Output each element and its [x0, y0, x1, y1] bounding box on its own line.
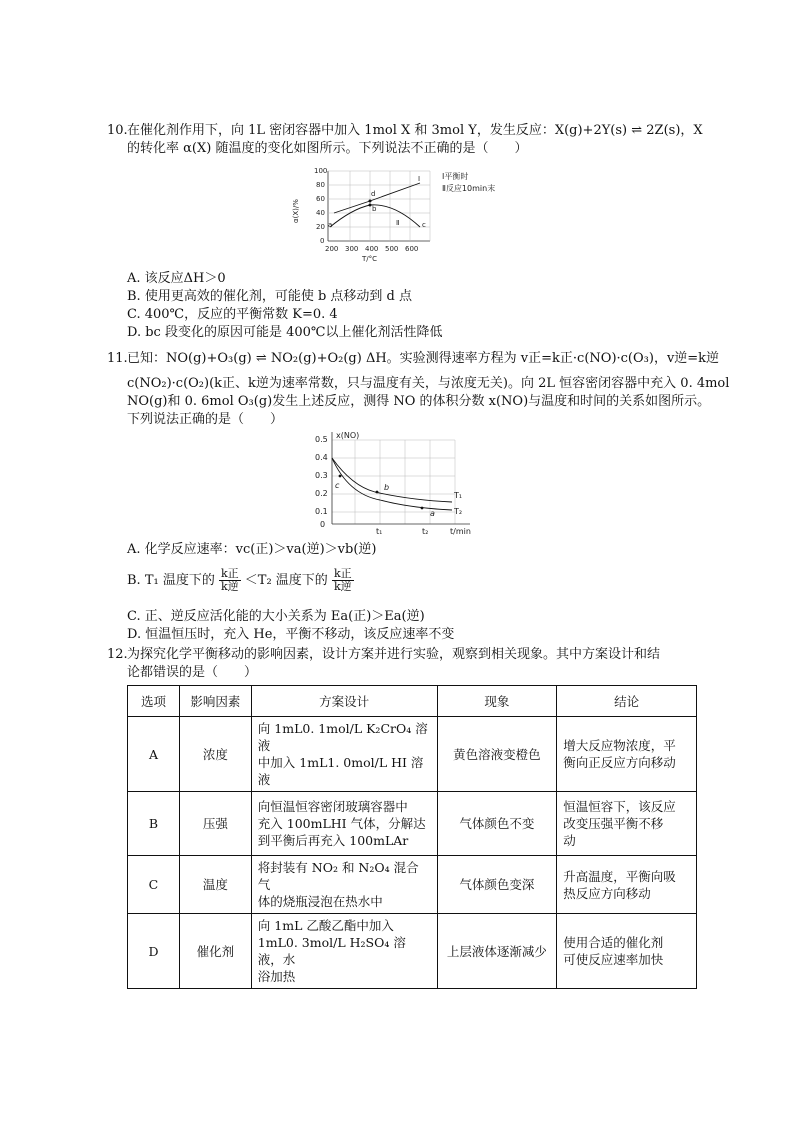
design-line: 体的烧瓶浸泡在热水中 [257, 894, 383, 909]
row-conclusion [557, 792, 697, 856]
row-design [251, 792, 437, 856]
q11-ytick-05: 0.5 [315, 435, 328, 444]
q10-option-c: C. 400℃，反应的平衡常数 K=0. 4 [127, 307, 338, 322]
q11-number: 11. [107, 351, 128, 366]
conclusion-line: 改变压强平衡不移 [563, 816, 664, 831]
q10-xtick-400: 400 [365, 245, 379, 253]
q11-ytick-03: 0.3 [315, 471, 328, 480]
q11-option-c: C. 正、逆反应活化能的大小关系为 Ea(正)＞Ea(逆) [127, 609, 425, 624]
q12-number: 12. [107, 647, 128, 662]
q11-point-c [339, 475, 342, 478]
q10-option-a: A. 该反应ΔH＞0 [127, 271, 226, 286]
design-line: 向 1mL 乙酸乙酯中加入 [257, 918, 394, 933]
row-phenomenon: 黄色溶液变橙色 [437, 717, 557, 792]
q10-stem-line1: 在催化剂作用下，向 1L 密闭容器中加入 1mol X 和 3mol Y，发生反应：X(g)+2Y(s) ⇌ 2Z(s)，X [127, 123, 703, 138]
conclusion-line: 衡向正反应方向移动 [563, 755, 676, 770]
row-phenomenon: 上层液体逐渐减少 [437, 914, 557, 989]
design-line: 向恒温恒容密闭玻璃容器中 [257, 799, 408, 814]
row-design [251, 914, 437, 989]
q11-point-b [376, 491, 379, 494]
row-option: A [128, 717, 180, 792]
q12-header-phenomenon: 现象 [437, 686, 557, 717]
q11-ytick-02: 0.2 [315, 489, 328, 498]
q11-fraction-1 [219, 568, 241, 593]
q10-ytick-80: 80 [316, 181, 325, 189]
q10-xlabel: T/°C [362, 255, 378, 263]
q10-curve-I [334, 183, 420, 213]
design-line: 中加入 1mL1. 0mol/L HI 溶液 [257, 755, 424, 787]
q12-header-factor: 影响因素 [179, 686, 251, 717]
q10-ytick-20: 20 [316, 223, 325, 231]
table-row [128, 914, 697, 989]
q10-label-d: d [371, 190, 376, 198]
q10-ylabel: α(X)/% [292, 199, 300, 223]
q10-xtick-500: 500 [385, 245, 399, 253]
row-design [251, 717, 437, 792]
row-option: D [128, 914, 180, 989]
q11-legend-T1: T₁ [454, 491, 463, 500]
q11-legend-T2: T₂ [454, 507, 463, 516]
row-design [251, 856, 437, 914]
q12-header-design: 方案设计 [251, 686, 437, 717]
row-factor: 催化剂 [179, 914, 251, 989]
q11-xtick-t1: t₁ [376, 527, 383, 536]
conclusion-line: 升高温度，平衡向吸 [563, 868, 676, 884]
q10-ytick-0: 0 [320, 237, 325, 245]
q11-fraction-2 [332, 568, 354, 593]
conclusion-line: 使用合适的催化剂 [563, 935, 664, 950]
q11-label-a: a [430, 509, 435, 518]
q10-option-d: D. bc 段变化的原因可能是 400℃以上催化剂活性降低 [127, 325, 443, 340]
table-row [128, 856, 697, 914]
table-row [128, 792, 697, 856]
row-conclusion [557, 856, 697, 914]
q11-ytick-0: 0 [320, 520, 326, 529]
q11-frac1-num: k正 [220, 567, 239, 580]
row-option: C [128, 856, 180, 914]
q11-option-b [127, 566, 354, 596]
q11-xlabel: t/min [450, 527, 471, 536]
q11-option-b-prefix: B. T₁ 温度下的 [127, 573, 215, 588]
q11-label-c: c [335, 481, 340, 490]
q11-stem-line4: 下列说法正确的是（ ） [127, 412, 284, 427]
row-phenomenon: 气体颜色变深 [437, 856, 557, 914]
q10-chart [290, 165, 530, 265]
q12-table [127, 685, 697, 989]
conclusion-line: 热反应方向移动 [563, 885, 651, 901]
q11-stem-line2: c(NO₂)·c(O₂)(k正、k逆为速率常数，只与温度有关，与浓度无关)。向 2L 恒容密闭容器中充入 0. 4mol [127, 376, 730, 391]
q11-curve-T2 [332, 458, 452, 510]
q12-header-option: 选项 [128, 686, 180, 717]
conclusion-line: 动 [563, 833, 576, 848]
table-row [128, 717, 697, 792]
q10-xtick-300: 300 [345, 245, 359, 253]
q10-label-c: c [422, 221, 426, 229]
row-factor: 温度 [179, 856, 251, 914]
conclusion-line: 恒温恒容下，该反应 [563, 799, 676, 814]
q11-option-d: D. 恒温恒压时，充入 He，平衡不移动，该反应速率不变 [127, 627, 455, 642]
q11-curve-T1 [332, 458, 452, 502]
q10-label-a: a [328, 221, 333, 229]
design-line: 浴加热 [257, 969, 296, 984]
q11-option-b-mid: ＜T₂ 温度下的 [244, 573, 328, 588]
q10-ytick-60: 60 [316, 195, 325, 203]
q10-xtick-200: 200 [325, 245, 339, 253]
q12-header-conclusion: 结论 [557, 686, 697, 717]
q12-stem-line1: 为探究化学平衡移动的影响因素，设计方案并进行实验，观察到相关现象。其中方案设计和结 [127, 647, 661, 662]
design-line: 向 1mL0. 1mol/L K₂CrO₄ 溶液 [257, 721, 428, 753]
q10-ytick-100: 100 [314, 167, 328, 175]
q10-stem-line2: 的转化率 α(X) 随温度的变化如图所示。下列说法不正确的是（ ） [127, 141, 528, 156]
q11-option-a: A. 化学反应速率：vc(正)＞va(逆)＞vb(逆) [127, 542, 377, 557]
q11-point-a [421, 507, 424, 510]
q11-chart [310, 428, 490, 538]
q10-curve-label-II: Ⅱ [396, 219, 400, 227]
q10-legend-II: Ⅱ反应10min末 [442, 184, 496, 193]
conclusion-line: 可使反应速率加快 [563, 952, 664, 967]
q10-option-b: B. 使用更高效的催化剂，可能使 b 点移动到 d 点 [127, 289, 412, 304]
q11-stem-line3: NO(g)和 0. 6mol O₃(g)发生上述反应，测得 NO 的体积分数 x(NO)与温度和时间的关系如图所示。 [127, 394, 711, 409]
design-line: 1mL0. 3mol/L H₂SO₄ 溶液，水 [257, 935, 406, 967]
q11-frac2-den: k逆 [333, 580, 352, 593]
row-factor: 浓度 [179, 717, 251, 792]
q11-ytick-04: 0.4 [315, 453, 328, 462]
row-conclusion [557, 717, 697, 792]
q12-stem-line2: 论都错误的是（ ） [127, 665, 258, 680]
design-line: 充入 100mLHI 气体，分解达 [257, 816, 426, 831]
q10-label-b: b [372, 205, 377, 213]
row-factor: 压强 [179, 792, 251, 856]
q11-label-b: b [384, 483, 390, 492]
q10-legend-I: Ⅰ平衡时 [442, 172, 469, 181]
q11-ylabel: x(NO) [336, 431, 360, 440]
q10-xtick-600: 600 [405, 245, 419, 253]
row-phenomenon: 气体颜色不变 [437, 792, 557, 856]
q10-ytick-40: 40 [316, 209, 325, 217]
conclusion-line: 增大反应物浓度，平 [563, 738, 676, 753]
q10-curve-label-I: Ⅰ [418, 175, 421, 183]
q11-ytick-01: 0.1 [315, 507, 328, 516]
row-option: B [128, 792, 180, 856]
row-conclusion [557, 914, 697, 989]
q11-xtick-t2: t₂ [422, 527, 429, 536]
q11-stem-line1: 已知：NO(g)+O₃(g) ⇌ NO₂(g)+O₂(g) ΔH。实验测得速率方程为 v正=k正·c(NO)·c(O₃)，v逆=k逆 [127, 351, 720, 366]
q10-number: 10. [107, 123, 128, 138]
q11-frac2-num: k正 [333, 567, 352, 580]
q10-point-d [369, 200, 372, 203]
design-line: 将封装有 NO₂ 和 N₂O₄ 混合气 [257, 860, 419, 892]
q11-frac1-den: k逆 [220, 580, 239, 593]
q12-table-header [128, 686, 697, 717]
design-line: 到平衡后再充入 100mLAr [257, 833, 409, 848]
